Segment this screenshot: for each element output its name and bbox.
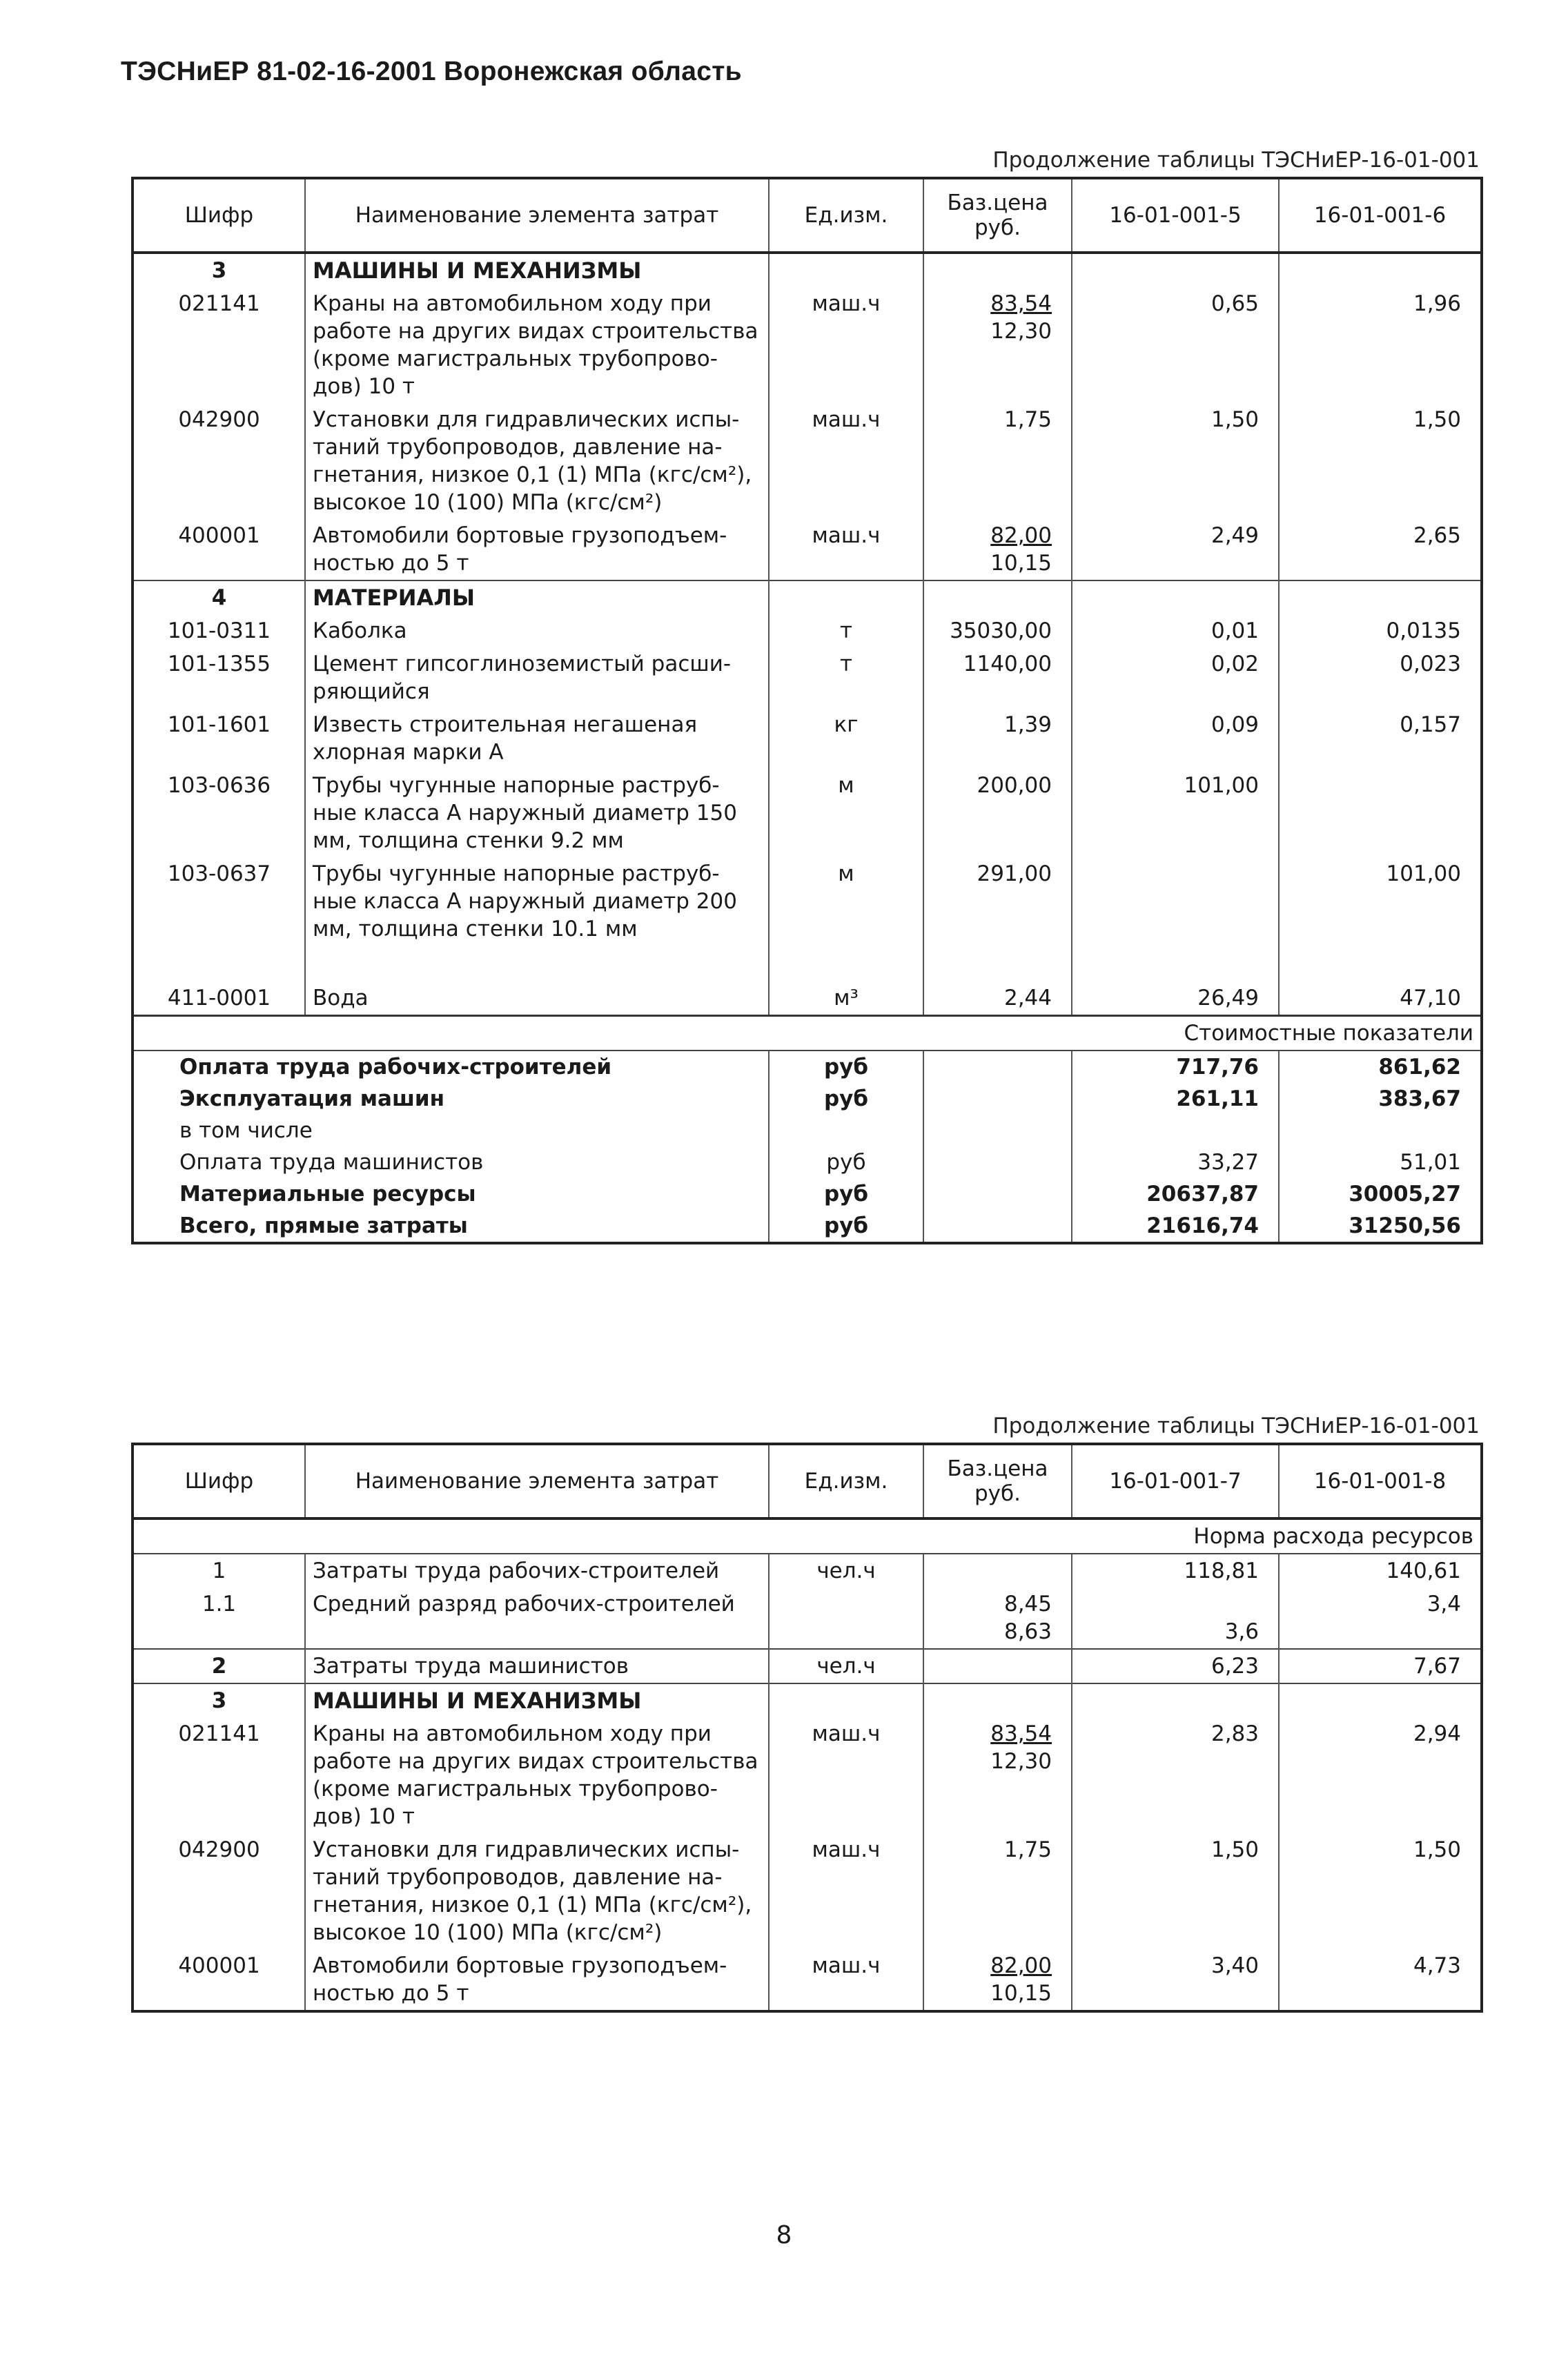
row-price-2: 12,30 bbox=[990, 319, 1052, 344]
table-row bbox=[133, 857, 1482, 981]
row-value-2: 4,73 bbox=[1279, 1949, 1482, 2011]
summary-unit bbox=[769, 1115, 923, 1146]
section-code: 3 bbox=[133, 1683, 305, 1717]
row-name: Цемент гипсоглиноземистый расши-ряющийся bbox=[305, 647, 769, 708]
page-number: 8 bbox=[776, 2221, 792, 2249]
row-price: 291,00 bbox=[923, 857, 1072, 981]
row-name: Автомобили бортовые грузоподъем-ностью до 5 т bbox=[305, 519, 769, 580]
col-header-c2: 16-01-001-8 bbox=[1279, 1444, 1482, 1518]
summary-value-1: 20637,87 bbox=[1072, 1178, 1279, 1210]
table-row bbox=[133, 1717, 1482, 1833]
row-code: 2 bbox=[133, 1649, 305, 1683]
summary-label: Оплата труда рабочих-строителей bbox=[179, 1055, 612, 1080]
row-value-2: 101,00 bbox=[1279, 857, 1482, 981]
row-value-2: 0,157 bbox=[1279, 708, 1482, 769]
summary-row bbox=[133, 1051, 1482, 1083]
table-row bbox=[133, 287, 1482, 403]
row-value-1: 2,49 bbox=[1072, 519, 1279, 580]
row-unit: маш.ч bbox=[769, 1833, 923, 1949]
norm-label: Норма расхода ресурсов bbox=[133, 1518, 1482, 1554]
row-unit: маш.ч bbox=[769, 1949, 923, 2011]
summary-value-1: 21616,74 bbox=[1072, 1210, 1279, 1243]
row-price: 82,00 bbox=[990, 523, 1052, 548]
section-row bbox=[133, 1683, 1482, 1717]
summary-row bbox=[133, 1083, 1482, 1115]
row-code: 021141 bbox=[178, 1721, 260, 1746]
row-code: 400001 bbox=[178, 1953, 260, 1978]
row-price: 200,00 bbox=[923, 769, 1072, 857]
row-value-2: 1,96 bbox=[1279, 287, 1482, 403]
summary-value-1: 33,27 bbox=[1072, 1146, 1279, 1178]
table-row bbox=[133, 519, 1482, 580]
summary-unit: руб bbox=[769, 1051, 923, 1083]
row-code: 101-1601 bbox=[167, 712, 271, 737]
table-row bbox=[133, 647, 1482, 708]
row-value-2 bbox=[1279, 769, 1482, 857]
row-name: Установки для гидравлических испы-таний трубопроводов, давление на-гнетания, низкое 0,1 (1) МПа (кгс/см²), высокое 10 (100) МПа (кгс/см²) bbox=[305, 403, 769, 519]
table-row bbox=[133, 981, 1482, 1016]
row-name: Затраты труда рабочих-строителей bbox=[305, 1554, 769, 1588]
col-header-c1: 16-01-001-7 bbox=[1072, 1444, 1279, 1518]
table-row bbox=[133, 614, 1482, 647]
summary-label: Эксплуатация машин bbox=[179, 1086, 445, 1111]
row-unit: м bbox=[769, 857, 923, 981]
row-name: Автомобили бортовые грузоподъем-ностью до 5 т bbox=[305, 1949, 769, 2011]
row-value-1 bbox=[1072, 857, 1279, 981]
row-code: 103-0636 bbox=[167, 773, 271, 798]
summary-unit: руб bbox=[769, 1083, 923, 1115]
row-price: 1,75 bbox=[923, 1833, 1072, 1949]
row-name: Установки для гидравлических испы-таний трубопроводов, давление на-гнетания, низкое 0,1 (1) МПа (кгс/см²), высокое 10 (100) МПа (кгс/см²) bbox=[305, 1833, 769, 1949]
row-code: 021141 bbox=[178, 291, 260, 316]
row-code: 1 bbox=[212, 1559, 226, 1583]
row-name: Затраты труда машинистов bbox=[305, 1649, 769, 1683]
section-title: МАТЕРИАЛЫ bbox=[305, 580, 769, 614]
row-unit: т bbox=[769, 614, 923, 647]
row-name: Краны на автомобильном ходу при работе на других видах строительства (кроме магистральных трубопрово-дов) 10 т bbox=[305, 1717, 769, 1833]
row-value-2: 7,67 bbox=[1279, 1649, 1482, 1683]
summary-unit: руб bbox=[769, 1210, 923, 1243]
row-code: 101-0311 bbox=[167, 618, 271, 643]
section-title: МАШИНЫ И МЕХАНИЗМЫ bbox=[305, 253, 769, 287]
row-name: Трубы чугунные напорные раструб-ные класса А наружный диаметр 200 мм, толщина стенки 10.1 мм bbox=[305, 857, 769, 981]
row-value-2: 1,50 bbox=[1279, 403, 1482, 519]
row-unit: маш.ч bbox=[769, 1717, 923, 1833]
row-unit: маш.ч bbox=[769, 519, 923, 580]
row-price: 82,00 bbox=[990, 1953, 1052, 1978]
summary-value-1: 717,76 bbox=[1072, 1051, 1279, 1083]
row-price: 83,54 bbox=[990, 1721, 1052, 1746]
row-value-1: 0,09 bbox=[1072, 708, 1279, 769]
row-code: 042900 bbox=[178, 407, 260, 432]
summary-unit: руб bbox=[769, 1146, 923, 1178]
table-row bbox=[133, 1949, 1482, 2011]
cost-indicators-row bbox=[133, 1016, 1482, 1051]
row-value-1: 118,81 bbox=[1072, 1554, 1279, 1588]
row-code: 042900 bbox=[178, 1837, 260, 1862]
row-value-2: 1,50 bbox=[1279, 1833, 1482, 1949]
table-row bbox=[133, 1833, 1482, 1949]
col-header-c1: 16-01-001-5 bbox=[1072, 178, 1279, 253]
table2 bbox=[131, 1443, 1483, 2013]
col-header-unit: Ед.изм. bbox=[769, 178, 923, 253]
section-title: МАШИНЫ И МЕХАНИЗМЫ bbox=[305, 1683, 769, 1717]
row-code: 411-0001 bbox=[167, 986, 271, 1010]
section-code: 4 bbox=[133, 580, 305, 614]
row-price-2: 8,63 bbox=[1003, 1619, 1052, 1644]
summary-label: Всего, прямые затраты bbox=[179, 1213, 468, 1238]
table-row bbox=[133, 1588, 1482, 1649]
row-value-2: 47,10 bbox=[1279, 981, 1482, 1016]
col-header-unit: Ед.изм. bbox=[769, 1444, 923, 1518]
row-price-2: 10,15 bbox=[990, 1981, 1052, 2006]
row-code: 101-1355 bbox=[167, 652, 271, 676]
row-code: 1.1 bbox=[202, 1592, 237, 1616]
section-code: 3 bbox=[211, 258, 227, 283]
row-unit: чел.ч bbox=[769, 1649, 923, 1683]
table1 bbox=[131, 177, 1483, 1244]
norm-row bbox=[133, 1518, 1482, 1554]
summary-row bbox=[133, 1115, 1482, 1146]
row-value-1: 1,50 bbox=[1072, 1833, 1279, 1949]
summary-value-2 bbox=[1279, 1115, 1482, 1146]
table1-header-row bbox=[133, 178, 1482, 253]
summary-label: в том числе bbox=[179, 1118, 313, 1143]
row-value-1: 2,83 bbox=[1072, 1717, 1279, 1833]
col-header-c2: 16-01-001-6 bbox=[1279, 178, 1482, 253]
cost-indicators-label: Стоимостные показатели bbox=[133, 1016, 1482, 1051]
row-value-2: 0,023 bbox=[1279, 647, 1482, 708]
section-row bbox=[133, 580, 1482, 614]
summary-value-2: 30005,27 bbox=[1279, 1178, 1482, 1210]
row-price: 2,44 bbox=[923, 981, 1072, 1016]
summary-value-2: 861,62 bbox=[1279, 1051, 1482, 1083]
row-value-1: 0,02 bbox=[1072, 647, 1279, 708]
row-value-1: 3,40 bbox=[1072, 1949, 1279, 2011]
row-name: Трубы чугунные напорные раструб-ные класса А наружный диаметр 150 мм, толщина стенки 9.2 мм bbox=[305, 769, 769, 857]
row-value-1: 0,01 bbox=[1072, 614, 1279, 647]
summary-value-2: 31250,56 bbox=[1279, 1210, 1482, 1243]
summary-row bbox=[133, 1178, 1482, 1210]
col-header-code: Шифр bbox=[133, 1444, 305, 1518]
summary-value-1 bbox=[1072, 1115, 1279, 1146]
row-code: 103-0637 bbox=[167, 861, 271, 886]
section-row bbox=[133, 253, 1482, 287]
table2-header-row bbox=[133, 1444, 1482, 1518]
row-unit: маш.ч bbox=[769, 403, 923, 519]
row-name: Каболка bbox=[305, 614, 769, 647]
table1-caption: Продолжение таблицы ТЭСНиЕР-16-01-001 bbox=[992, 148, 1480, 173]
row-price: 1,75 bbox=[923, 403, 1072, 519]
col-header-name: Наименование элемента затрат bbox=[305, 178, 769, 253]
summary-value-1: 261,11 bbox=[1072, 1083, 1279, 1115]
row-value-1: 0,65 bbox=[1072, 287, 1279, 403]
row-value-1: 101,00 bbox=[1072, 769, 1279, 857]
summary-value-2: 383,67 bbox=[1279, 1083, 1482, 1115]
row-price: 83,54 bbox=[990, 291, 1052, 316]
col-header-price: Баз.цена руб. bbox=[923, 178, 1072, 253]
table-row bbox=[133, 1649, 1482, 1683]
summary-label: Оплата труда машинистов bbox=[179, 1150, 484, 1175]
row-unit: т bbox=[769, 647, 923, 708]
table-row bbox=[133, 1554, 1482, 1588]
row-unit: м bbox=[769, 769, 923, 857]
row-value-1: 26,49 bbox=[1072, 981, 1279, 1016]
row-unit: маш.ч bbox=[769, 287, 923, 403]
row-price-2: 12,30 bbox=[990, 1749, 1052, 1774]
row-name: Средний разряд рабочих-строителей bbox=[305, 1588, 769, 1649]
row-price: 1140,00 bbox=[923, 647, 1072, 708]
row-value-1: 6,23 bbox=[1072, 1649, 1279, 1683]
row-name: Краны на автомобильном ходу при работе на других видах строительства (кроме магистральных трубопрово-дов) 10 т bbox=[305, 287, 769, 403]
row-value-2: 2,65 bbox=[1279, 519, 1482, 580]
col-header-code: Шифр bbox=[133, 178, 305, 253]
row-value-2: 140,61 bbox=[1279, 1554, 1482, 1588]
row-price-2: 10,15 bbox=[990, 551, 1052, 576]
row-unit: чел.ч bbox=[769, 1554, 923, 1588]
summary-row bbox=[133, 1146, 1482, 1178]
table-row bbox=[133, 708, 1482, 769]
summary-value-2: 51,01 bbox=[1279, 1146, 1482, 1178]
col-header-name: Наименование элемента затрат bbox=[305, 1444, 769, 1518]
row-name: Известь строительная негашеная хлорная марки А bbox=[305, 708, 769, 769]
summary-unit: руб bbox=[769, 1178, 923, 1210]
summary-label: Материальные ресурсы bbox=[179, 1182, 476, 1207]
row-value-1: 3,6 bbox=[1224, 1619, 1259, 1644]
row-unit: м³ bbox=[769, 981, 923, 1016]
row-value-2: 0,0135 bbox=[1279, 614, 1482, 647]
row-value-2: 2,94 bbox=[1279, 1717, 1482, 1833]
row-code: 400001 bbox=[178, 523, 260, 548]
summary-row bbox=[133, 1210, 1482, 1243]
row-price: 1,39 bbox=[923, 708, 1072, 769]
document-title: ТЭСНиЕР 81-02-16-2001 Воронежская область bbox=[121, 57, 742, 86]
row-price: 35030,00 bbox=[923, 614, 1072, 647]
row-value-2: 3,4 bbox=[1279, 1588, 1482, 1649]
row-unit: кг bbox=[769, 708, 923, 769]
row-value-1: 1,50 bbox=[1072, 403, 1279, 519]
row-price: 8,45 bbox=[1003, 1592, 1052, 1616]
table-row bbox=[133, 403, 1482, 519]
row-name: Вода bbox=[305, 981, 769, 1016]
table-row bbox=[133, 769, 1482, 857]
table2-caption: Продолжение таблицы ТЭСНиЕР-16-01-001 bbox=[992, 1414, 1480, 1438]
col-header-price: Баз.цена руб. bbox=[923, 1444, 1072, 1518]
